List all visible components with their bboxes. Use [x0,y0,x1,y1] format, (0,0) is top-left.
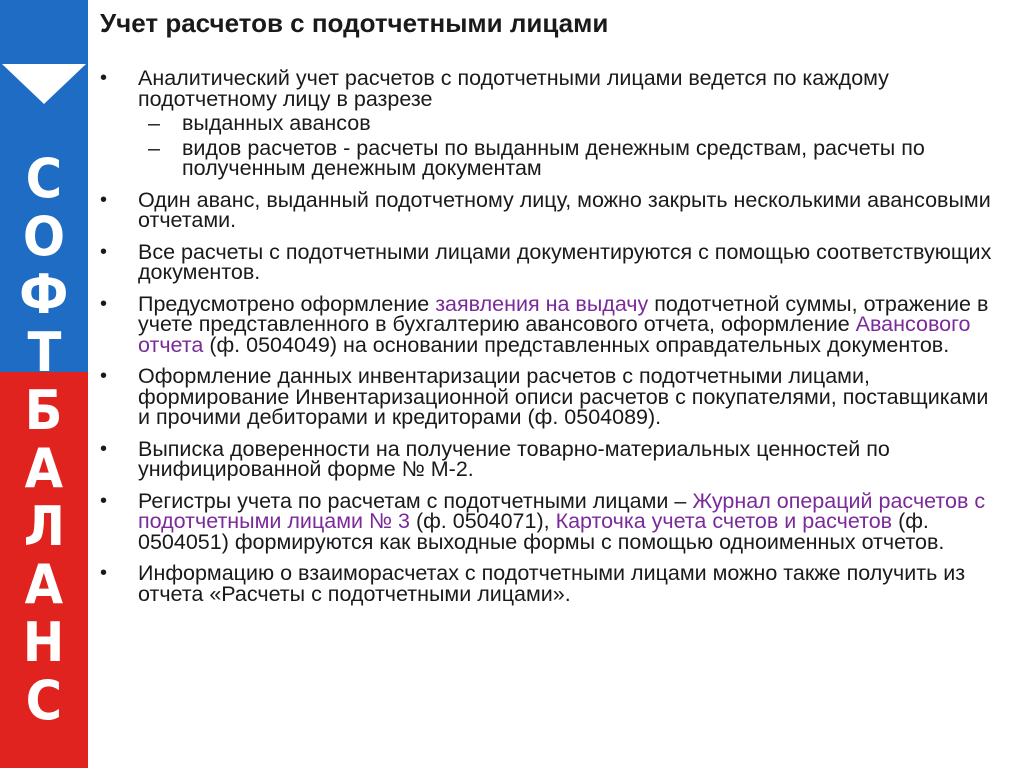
brand-logo-text [0,147,88,732]
brand-letter: С [25,669,63,732]
brand-letter: Н [23,611,65,674]
brand-sidebar [0,0,88,768]
bullet-icon: • [100,240,108,263]
bullet-text: Выписка доверенности на получение товарно-материальных ценностей по унифицированной форме № М-2. [138,436,890,481]
brand-letter: Ф [19,263,69,326]
bullet-icon: • [100,67,108,89]
brand-chevron-icon [0,0,88,160]
list-item [100,187,1005,232]
bullet-icon: • [100,437,108,460]
list-item [100,436,1005,481]
bullet-text: Регистры учета по расчетам с подотчетными лицами – [138,488,693,513]
bullet-icon: • [100,489,108,512]
brand-letter: Л [23,495,65,558]
list-item [100,366,1005,428]
bullet-list [100,68,1005,615]
brand-letter: О [22,205,66,268]
bullet-text: (ф. 0504051) формируются как выходные формы с помощью одноименных отчетов. [138,509,945,554]
sub-list-item [138,135,1005,180]
application-advance-link[interactable]: заявления на выдачу [435,291,649,316]
brand-letter: С [25,147,63,210]
list-item [100,488,1005,554]
sub-list-item [138,113,1005,134]
brand-letter: Б [25,379,63,442]
account-card-link[interactable]: Карточка учета счетов и расчетов [555,509,893,533]
journal-operations-link[interactable]: Журнал операций расчетов с подотчетными лицами № 3 [138,488,986,533]
bullet-text: Все расчеты с подотчетными лицами документируются с помощью соответствующих документов. [138,239,992,284]
bullet-text: подотчетной суммы, отражение в учете представленного в бухгалтерию авансового отчета, оформление [138,291,989,336]
page-title: Учет расчетов с подотчетными лицами [100,8,609,38]
bullet-text: (ф. 0504049) на основании представленных оправдательных документов. [203,332,950,357]
bullet-text: Информацию о взаиморасчетах с подотчетными лицами можно также получить из отчета «Расчеты с подотчетными лицами». [138,561,966,606]
bullet-icon: • [100,188,108,211]
list-item [100,291,1005,357]
bullet-text: Аналитический учет расчетов с подотчетными лицами ведется по каждому подотчетному лицу в разрезе [138,66,889,111]
sub-item-text: видов расчетов - расчеты по выданным денежным средствам, расчеты по полученным денежным документам [182,135,925,180]
list-item [100,563,1005,604]
bullet-text: Оформление данных инвентаризации расчетов с подотчетными лицами, формирование Инвентаризационной описи расчетов с покупателями, поставщиками и прочими дебиторами и кредиторами (ф. 0504089). [138,364,989,429]
sub-list [138,113,1005,179]
brand-letter: Т [27,321,61,384]
bullet-text: Предусмотрено оформление [138,291,436,316]
bullet-text: Один аванс, выданный подотчетному лицу, можно закрыть несколькими авансовыми отчетами. [138,187,991,232]
dash-icon: – [148,111,160,135]
bullet-icon: • [100,292,108,315]
bullet-text: (ф. 0504071), [409,509,556,533]
brand-letter: А [24,553,64,616]
dash-icon: – [148,135,160,160]
sub-item-text: выданных авансов [182,111,371,135]
bullet-icon: • [100,365,108,387]
bullet-icon: • [100,562,108,584]
advance-report-link[interactable]: Авансового отчета [138,312,971,357]
brand-letter: А [24,437,64,500]
list-item [100,68,1005,179]
list-item [100,239,1005,284]
